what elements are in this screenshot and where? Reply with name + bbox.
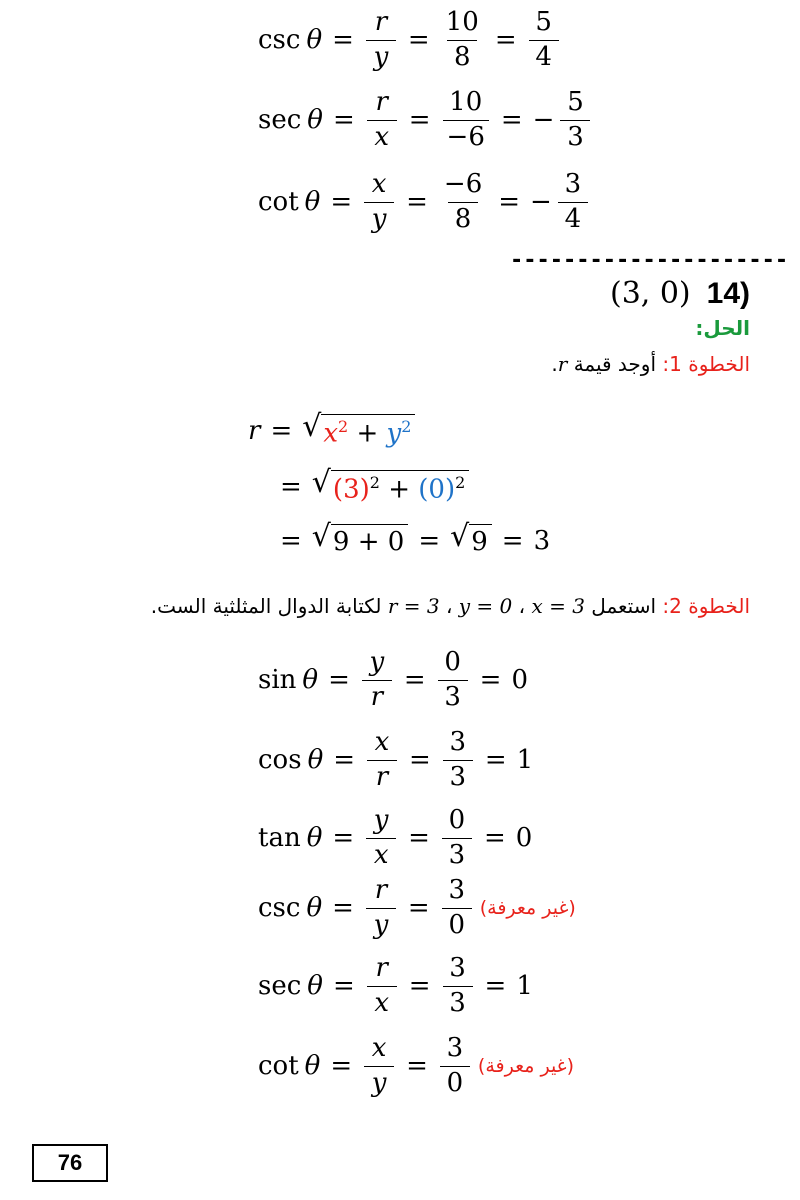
equation-csc: csc θ = $\frac{r}{y}$ = $\frac{3}{0}$ (غير معرفة) bbox=[258, 875, 576, 940]
fraction: $\frac{x}{y}$ bbox=[364, 170, 394, 235]
fraction: $\frac{r}{y}$ bbox=[366, 8, 396, 73]
fraction: $\frac{-6}{8}$ bbox=[443, 169, 483, 234]
equation-tan: tan θ = $\frac{y}{x}$ = $\frac{0}{3}$ = 0 bbox=[258, 805, 533, 870]
fraction: $\frac{r}{y}$ bbox=[366, 876, 396, 941]
fraction: $\frac{0}{3}$ bbox=[442, 806, 472, 871]
fraction: $\frac{3}{3}$ bbox=[443, 954, 473, 1019]
fraction: $\frac{x}{r}$ bbox=[367, 728, 397, 793]
problem-header bbox=[610, 276, 750, 311]
page-number: 76 bbox=[32, 1144, 108, 1182]
square-root: √ $x^2 + y^2$ bbox=[302, 414, 415, 449]
equation-sec-top: sec θ = $\frac{r}{x}$ = $\frac{10}{-6}$ = − $\frac{5}{3}$ bbox=[258, 88, 592, 153]
step2-line: الخطوة 2: استعمل r = 3 ، y = 0 ، x = 3 لكتابة الدوال المثلثية الست. bbox=[150, 594, 750, 618]
problem-number: 14) bbox=[706, 277, 750, 310]
equation-sec: sec θ = $\frac{r}{x}$ = $\frac{3}{3}$ = 1 bbox=[258, 953, 533, 1018]
step1-line: الخطوة 1: أوجد قيمة r. bbox=[551, 352, 750, 376]
equation-cos: cos θ = $\frac{x}{r}$ = $\frac{3}{3}$ = 1 bbox=[258, 727, 534, 792]
fraction: $\frac{3}{0}$ bbox=[442, 876, 472, 941]
fraction: $\frac{y}{x}$ bbox=[366, 806, 396, 871]
r-equation-line2: = √ $(3)^2 + (0)^2$ bbox=[270, 470, 469, 505]
equation-cot: cot θ = $\frac{x}{y}$ = $\frac{3}{0}$ (غير معرفة) bbox=[258, 1033, 575, 1098]
undefined-note: (غير معرفة) bbox=[477, 1055, 575, 1078]
fraction: $\frac{5}{3}$ bbox=[560, 88, 590, 153]
square-root: √ 9 + 0 bbox=[312, 524, 409, 557]
equation-cot-top: cot θ = $\frac{x}{y}$ = $\frac{-6}{8}$ = − $\frac{3}{4}$ bbox=[258, 170, 590, 235]
solution-label: الحل: bbox=[695, 316, 750, 340]
fraction: $\frac{5}{4}$ bbox=[529, 8, 559, 73]
square-root: √ $(3)^2 + (0)^2$ bbox=[312, 470, 470, 505]
fraction: $\frac{3}{0}$ bbox=[440, 1034, 470, 1099]
r-equation-line1: r = √ $x^2 + y^2$ bbox=[248, 414, 415, 449]
fraction: $\frac{0}{3}$ bbox=[438, 648, 468, 713]
fraction: $\frac{r}{x}$ bbox=[367, 954, 397, 1019]
fraction: $\frac{3}{3}$ bbox=[443, 728, 473, 793]
undefined-note: (غير معرفة) bbox=[479, 897, 576, 920]
problem-point: (3, 0) bbox=[609, 276, 691, 311]
fraction: $\frac{y}{r}$ bbox=[362, 648, 392, 713]
fraction: $\frac{3}{4}$ bbox=[558, 170, 588, 235]
r-equation-line3: = √ 9 + 0 = √ 9 = 3 bbox=[280, 519, 551, 557]
square-root: √ 9 bbox=[450, 524, 492, 557]
equation-sin: sin θ = $\frac{y}{r}$ = $\frac{0}{3}$ = 0 bbox=[258, 647, 528, 712]
divider: --------------------- bbox=[510, 248, 789, 273]
fraction: $\frac{10}{-6}$ bbox=[443, 88, 489, 153]
fraction: $\frac{x}{y}$ bbox=[364, 1034, 394, 1099]
equation-csc-top: csc θ = $\frac{r}{y}$ = $\frac{10}{8}$ = $\frac{5}{4}$ bbox=[258, 8, 561, 73]
fraction: $\frac{r}{x}$ bbox=[367, 88, 397, 153]
fraction: $\frac{10}{8}$ bbox=[445, 7, 479, 72]
